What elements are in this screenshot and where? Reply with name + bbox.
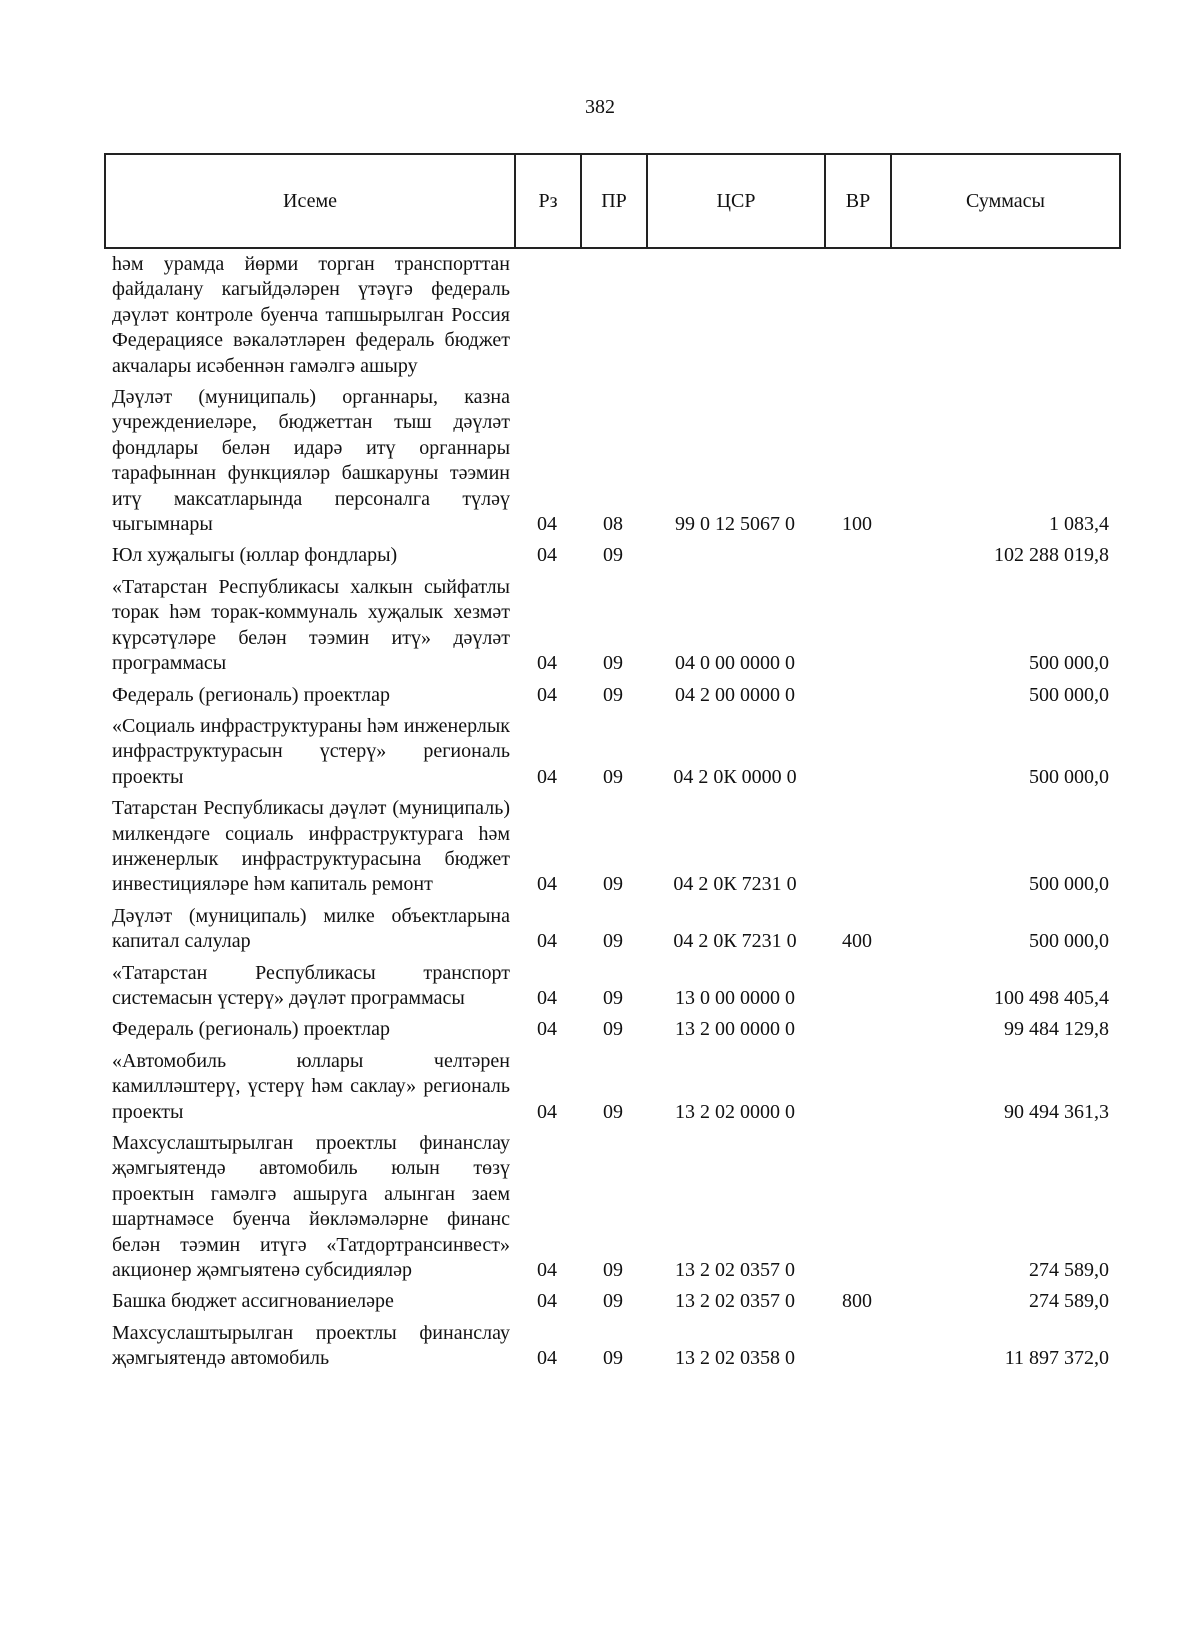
- row-name-cell: [104, 1049, 514, 1131]
- header-vr: ВР: [825, 154, 891, 248]
- header-csr: ЦСР: [647, 154, 825, 248]
- table-row: [104, 575, 1119, 683]
- row-pr: 08: [603, 513, 623, 536]
- header-rz: Рз: [515, 154, 581, 248]
- table-row: [104, 1321, 1119, 1378]
- row-csr: 04 2 0К 0000 0: [673, 765, 797, 788]
- row-rz: 04: [537, 873, 557, 896]
- row-sum: 1 083,4: [1049, 513, 1109, 536]
- row-name-cell: [104, 796, 514, 904]
- row-name: Махсуслаштырылган проектлы финанслау җәмгыятендә автомобиль: [112, 1321, 510, 1370]
- row-pr: 09: [603, 683, 623, 706]
- row-name: Татарстан Республикасы дәүләт (муниципаль) милкендәге социаль инфраструктурага һәм инженерлык инфраструктурасына бюджет инвестицияләре һәм капиталь ремонт: [112, 797, 510, 896]
- header-name: Исеме: [105, 154, 515, 248]
- row-vr: [824, 575, 890, 683]
- row-name-cell: [104, 1321, 514, 1378]
- row-csr: 13 2 00 0000 0: [675, 1018, 795, 1041]
- header-pr: ПР: [581, 154, 647, 248]
- row-rz: 04: [537, 683, 557, 706]
- table-body: [104, 252, 1119, 1378]
- table-row: [104, 1017, 1119, 1048]
- row-name: «Автомобиль юллары челтәрен камилләштерү, үстерү һәм саклау» региональ проекты: [112, 1049, 510, 1123]
- row-sum: 500 000,0: [1029, 652, 1109, 675]
- row-name-cell: [104, 385, 514, 543]
- table-row: [104, 1131, 1119, 1289]
- row-pr: 09: [603, 1018, 623, 1041]
- table-row: [104, 904, 1119, 961]
- row-name-cell: [104, 904, 514, 961]
- row-sum: 274 589,0: [1029, 1290, 1109, 1313]
- row-pr: 09: [603, 1100, 623, 1123]
- row-vr: [824, 714, 890, 796]
- row-name-cell: [104, 1289, 514, 1320]
- row-rz: 04: [537, 652, 557, 675]
- row-pr: 09: [603, 873, 623, 896]
- row-rz: 04: [537, 1018, 557, 1041]
- row-pr: 09: [603, 1347, 623, 1370]
- row-rz: 04: [537, 1290, 557, 1313]
- table-row: [104, 796, 1119, 904]
- row-rz: 04: [537, 930, 557, 953]
- row-csr: 04 2 00 0000 0: [675, 683, 795, 706]
- row-name-cell: [104, 1131, 514, 1289]
- table-row: [104, 543, 1119, 574]
- table-row: [104, 385, 1119, 543]
- row-name: һәм урамда йөрми торган транспорттан файдалану кагыйдәләрен үтәүгә федераль дәүләт контроле буенча тапшырылган Россия Федерациясе вәкаләтләрен федераль бюджет акчалары исәбеннән гамәлгә ашыру: [112, 253, 510, 377]
- row-csr: 04 2 0К 7231 0: [673, 873, 797, 896]
- row-vr: [824, 252, 890, 385]
- row-pr: [580, 252, 646, 385]
- row-csr: 04 2 0К 7231 0: [673, 930, 797, 953]
- row-pr: 09: [603, 1290, 623, 1313]
- row-csr: 13 2 02 0357 0: [675, 1259, 795, 1282]
- row-rz: 04: [537, 1347, 557, 1370]
- row-csr: 04 0 00 0000 0: [675, 652, 795, 675]
- row-vr: [824, 796, 890, 904]
- row-name: Дәүләт (муниципаль) органнары, казна учреждениеләре, бюджеттан тыш дәүләт фондлары белән идарә итү органнары тарафыннан функцияләр башкаруны тәэмин итү максатларында персоналга түләү чыгымнары: [112, 386, 510, 536]
- row-vr: [824, 543, 890, 574]
- row-name: Дәүләт (муниципаль) милке объектларына капитал салулар: [112, 904, 510, 953]
- row-vr: [824, 1321, 890, 1378]
- row-name-cell: [104, 543, 514, 574]
- row-csr: 13 0 00 0000 0: [675, 986, 795, 1009]
- row-vr: [824, 1049, 890, 1131]
- row-pr: 09: [603, 930, 623, 953]
- row-sum: 99 484 129,8: [1004, 1018, 1109, 1041]
- row-sum: 500 000,0: [1029, 930, 1109, 953]
- row-name: Федераль (региональ) проектлар: [112, 683, 390, 706]
- row-pr: 09: [603, 652, 623, 675]
- row-sum: [890, 252, 1119, 385]
- row-vr: [824, 683, 890, 714]
- row-name-cell: [104, 714, 514, 796]
- row-pr: 09: [603, 765, 623, 788]
- row-sum: 90 494 361,3: [1004, 1100, 1109, 1123]
- row-name-cell: [104, 1017, 514, 1048]
- row-rz: [514, 252, 580, 385]
- row-sum: 11 897 372,0: [1004, 1347, 1109, 1370]
- row-name: Башка бюджет ассигнованиеләре: [112, 1290, 394, 1313]
- row-pr: 09: [603, 986, 623, 1009]
- row-sum: 100 498 405,4: [994, 986, 1109, 1009]
- row-sum: 274 589,0: [1029, 1259, 1109, 1282]
- row-sum: 500 000,0: [1029, 873, 1109, 896]
- table-row: [104, 1049, 1119, 1131]
- row-name: «Татарстан Республикасы транспорт системасын үстерү» дәүләт программасы: [112, 961, 510, 1009]
- table-row: [104, 961, 1119, 1018]
- row-vr: 800: [842, 1290, 872, 1313]
- table-row: [104, 252, 1119, 385]
- row-sum: 500 000,0: [1029, 765, 1109, 788]
- row-sum: 102 288 019,8: [994, 544, 1109, 567]
- row-csr: 99 0 12 5067 0: [675, 513, 795, 536]
- row-pr: 09: [603, 1259, 623, 1282]
- row-name: Юл хуҗалыгы (юллар фондлары): [112, 544, 398, 567]
- row-vr: [824, 1131, 890, 1289]
- row-csr: 13 2 02 0000 0: [675, 1100, 795, 1123]
- row-vr: 400: [842, 930, 872, 953]
- row-vr: [824, 961, 890, 1018]
- table-row: [104, 683, 1119, 714]
- row-rz: 04: [537, 1100, 557, 1123]
- row-sum: 500 000,0: [1029, 683, 1109, 706]
- row-rz: 04: [537, 765, 557, 788]
- row-csr: [646, 252, 824, 385]
- table-header: [104, 153, 1121, 249]
- row-name: Федераль (региональ) проектлар: [112, 1018, 390, 1041]
- page-number: 382: [585, 96, 615, 118]
- row-name-cell: [104, 252, 514, 385]
- row-name-cell: [104, 575, 514, 683]
- row-name-cell: [104, 683, 514, 714]
- row-csr: 13 2 02 0357 0: [675, 1290, 795, 1313]
- row-pr: 09: [603, 544, 623, 567]
- table-row: [104, 714, 1119, 796]
- table-row: [104, 1289, 1119, 1320]
- row-vr: 100: [842, 513, 872, 536]
- row-csr: 13 2 02 0358 0: [675, 1347, 795, 1370]
- row-name: «Социаль инфраструктураны һәм инженерлык инфраструктурасын үстерү» региональ проекты: [112, 714, 510, 788]
- header-sum: Суммасы: [891, 154, 1120, 248]
- row-rz: 04: [537, 513, 557, 536]
- row-name: «Татарстан Республикасы халкын сыйфатлы торак һәм торак-коммуналь хуҗалык хезмәт күрсәтүләре белән тәэмин итү» дәүләт программасы: [112, 575, 510, 675]
- row-rz: 04: [537, 986, 557, 1009]
- row-rz: 04: [537, 544, 557, 567]
- row-name-cell: [104, 961, 514, 1018]
- row-rz: 04: [537, 1259, 557, 1282]
- row-name: Махсуслаштырылган проектлы финанслау җәмгыятендә автомобиль юлын төзү проектын гамәлгә ашыруга алынган заем шартнамәсе буенча йөкләмәләрне финанс белән тәэмин итүгә «Татдортрансинвест» акционер җәмгыятенә субсидияләр: [112, 1132, 510, 1282]
- row-csr: [646, 543, 824, 574]
- row-vr: [824, 1017, 890, 1048]
- budget-table: [104, 252, 1119, 1378]
